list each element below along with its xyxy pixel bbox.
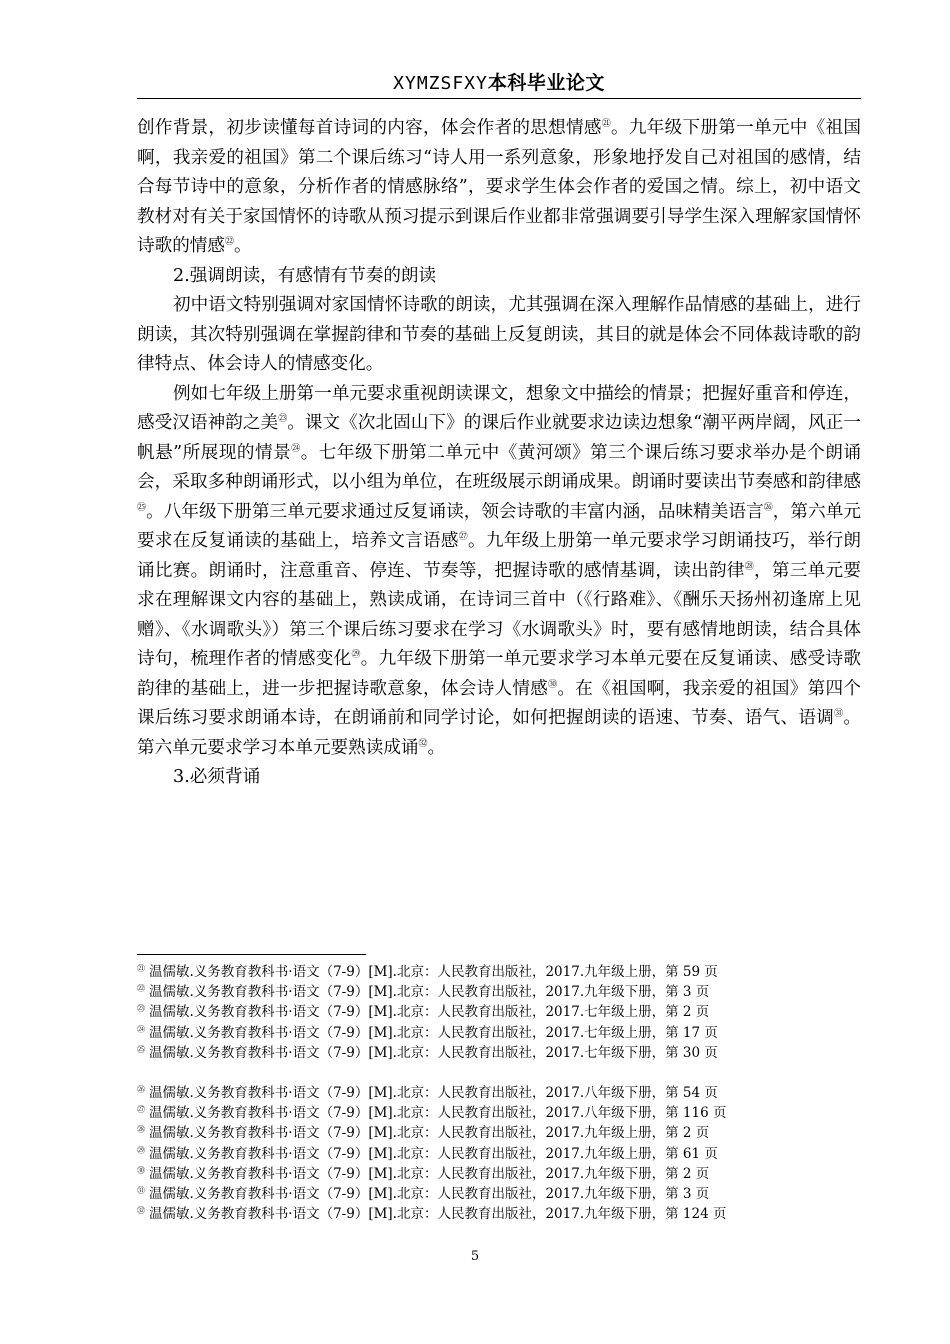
footnote-text: 温儒敏.义务教育教科书·语文（7-9）[M].北京：人民教育出版社，2017.七年级下册，第 30 页 [149,1044,718,1061]
footnote-ref[interactable]: ㉚ [548,679,558,690]
footnote-mark: ㉖ [137,1085,145,1095]
footnote-mark: ㉘ [137,1125,145,1135]
footnote-ref[interactable]: ㉜ [418,738,428,749]
text-run: ，第六单元要求在反复诵读的基础上，培养文言语感 [137,501,861,551]
paragraph-1 [137,114,861,262]
footnote-text: 温儒敏.义务教育教科书·语文（7-9）[M].北京：人民教育出版社，2017.九年级上册，第 61 页 [149,1145,718,1162]
footnote-text: 温儒敏.义务教育教科书·语文（7-9）[M].北京：人民教育出版社，2017.九年级下册，第 2 页 [149,1165,710,1182]
footnote-gap [137,1063,861,1083]
text-run: 。七年级下册第二单元中《黄河颂》第三个课后练习要求举办是个朗诵会，采取多种朗诵形式，以小组为单位，在班级展示朗诵成果。朗诵时要读出节奏感和韵律感 [137,442,861,492]
text-run: 。九年级上册第一单元要求学习朗诵技巧，举行朗诵比赛。朗诵时，注意重音、停连、节奏等，把握诗歌的感情基调，读出韵律 [137,531,861,581]
text-run: 。九年级下册第一单元中《祖国啊，我亲爱的祖国》第二个课后练习“诗人用一系列意象，形象地抒发自己对祖国的感情，结合每节诗中的意象，分析作者的情感脉络”，要求学生体会作者的爱国之情。综上，初中语文教材对有关于家国情怀的诗歌从预习提示到课后作业都非常强调要引导学生深入理解家国情怀诗歌的情感 [137,118,861,256]
footnote-mark: ㉗ [137,1105,145,1115]
footnote-item [137,1164,861,1184]
footnote-text: 温儒敏.义务教育教科书·语文（7-9）[M].北京：人民教育出版社，2017.九年级上册，第 2 页 [149,1125,710,1142]
text-run: 例如七年级上册第一单元要求重视朗读课文，想象文中描绘的情景；把握好重音和停连，感受汉语神韵之美 [137,383,861,433]
header-title: 本科毕业论文 [487,73,605,94]
text-run: 。在《祖国啊，我亲爱的祖国》第四个课后练习要求朗诵本诗，在朗诵前和同学讨论，如何把握朗读的语速、节奏、语气、语调 [137,678,861,728]
footnote-item [137,1204,861,1224]
footnote-ref[interactable]: ㉖ [763,502,773,513]
main-text [137,114,861,793]
footnote-text: 温儒敏.义务教育教科书·语文（7-9）[M].北京：人民教育出版社，2017.七年级上册，第 17 页 [149,1024,718,1041]
footnote-ref[interactable]: ㉓ [278,414,288,424]
text-run: 。第六单元要求学习本单元要熟读成诵 [137,708,861,758]
footnote-text: 温儒敏.义务教育教科书·语文（7-9）[M].北京：人民教育出版社，2017.九年级上册，第 59 页 [149,964,718,980]
paragraph-3 [137,380,861,764]
footnote-ref[interactable]: ㉘ [744,561,754,572]
section-heading-2: 2.强调朗读，有感情有节奏的朗读 [173,265,437,286]
footnote-item [137,1103,861,1123]
section-heading-3: 3.必须背诵 [173,767,261,787]
footnote-item [137,1023,861,1043]
footnote-ref[interactable]: ㉔ [291,443,301,454]
footnote-item [137,1184,861,1204]
footnote-text: 温儒敏.义务教育教科书·语文（7-9）[M].北京：人民教育出版社，2017.九年级下册，第 3 页 [149,984,710,1001]
footnote-ref[interactable]: ㉕ [137,502,147,513]
footnote-ref[interactable]: ㉙ [351,650,361,660]
footnote-item [137,1043,861,1063]
text-run: 。 [234,236,252,256]
footnote-mark: ㉔ [137,1024,145,1034]
paragraph-2: 初中语文特别强调对家国情怀诗歌的朗读，尤其强调在深入理解作品情感的基础上，进行朗读，其次特别强调在掌握韵律和节奏的基础上反复朗读，其目的就是体会不同体裁诗歌的韵律特点、体会诗人的情感变化。 [137,295,861,374]
footnote-text: 温儒敏.义务教育教科书·语文（7-9）[M].北京：人民教育出版社，2017.八年级下册，第 54 页 [149,1085,718,1102]
header-school-code: XYMZSFXY [393,73,488,94]
footnote-mark: ㉒ [137,984,145,994]
footnote-text: 温儒敏.义务教育教科书·语文（7-9）[M].北京：人民教育出版社，2017.八年级下册，第 116 页 [149,1105,727,1122]
footnote-item [137,1144,861,1164]
footnote-text: 温儒敏.义务教育教科书·语文（7-9）[M].北京：人民教育出版社，2017.七年级上册，第 2 页 [149,1004,710,1021]
text-run: 创作背景，初步读懂每首诗词的内容，体会作者的思想情感 [137,118,602,138]
text-run: 。八年级下册第三单元要求通过反复诵读，领会诗歌的丰富内涵，品味精美语言 [146,501,764,522]
footnote-mark: ㉜ [137,1206,145,1216]
footnote-text: 温儒敏.义务教育教科书·语文（7-9）[M].北京：人民教育出版社，2017.九年级下册，第 124 页 [149,1206,727,1223]
footnote-mark: ㉓ [137,1004,145,1014]
footnote-mark: ㉙ [137,1145,145,1155]
footnote-item [137,1002,861,1022]
footnote-mark: ㉑ [137,964,145,973]
footnotes [137,962,861,1224]
footnote-item [137,982,861,1002]
footnote-ref[interactable]: ㉒ [224,237,234,247]
footnote-ref[interactable]: ㉗ [458,532,469,542]
text-run: 。 [427,737,446,758]
text-run: ，第三单元要求在理解课文内容的基础上，熟读成诵，在诗词三首中（《行路难》、《酬乐天扬州初逢席上见赠》、《水调歌头》）第三个课后练习要求在学习《水调歌头》时，要有感情地朗读，结合具体诗句，梳理作者的情感变化 [137,560,861,669]
footnote-mark: ㉕ [137,1044,145,1054]
footnote-ref[interactable]: ㉛ [834,709,844,719]
footnote-separator [137,954,366,955]
footnote-text: 温儒敏.义务教育教科书·语文（7-9）[M].北京：人民教育出版社，2017.九年级下册，第 3 页 [149,1186,710,1203]
page-number: 5 [470,1249,480,1264]
footnote-item [137,1123,861,1143]
footnote-ref[interactable]: ㉑ [601,119,612,129]
page-header [137,72,861,99]
footnote-item [137,1083,861,1103]
text-run: 。九年级下册第一单元要求学习本单元要在反复诵读、感受诗歌韵律的基础上，进一步把握诗歌意象，体会诗人情感 [137,649,861,699]
footnote-mark: ㉚ [137,1165,145,1175]
footnote-item [137,962,861,982]
footnote-mark: ㉛ [137,1186,145,1196]
text-run: 。课文《次北固山下》的课后作业就要求边读边想象“潮平两岸阔，风正一帆悬”所展现的情景 [137,413,861,463]
